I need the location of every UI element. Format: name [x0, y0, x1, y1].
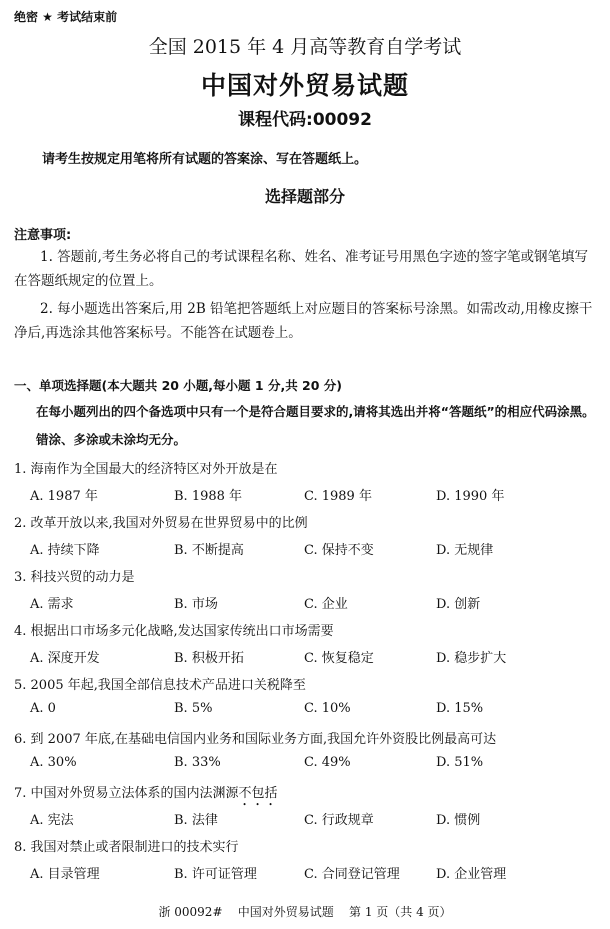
question-7-option-d: D. 惯例 [436, 813, 481, 828]
answer-instruction: 请考生按规定用笔将所有试题的答案涂、写在答题纸上。 [42, 152, 368, 167]
question-6-stem: 6. 到 2007 年底,在基础电信国内业务和国际业务方面,我国允许外资股比例最高可达 [14, 732, 497, 747]
part1-heading: 一、单项选择题(本大题共 20 小题,每小题 1 分,共 20 分) [14, 378, 343, 393]
question-6-option-a: A. 30% [30, 755, 77, 770]
exam-title: 全国 2015 年 4 月高等教育自学考试 [148, 36, 462, 58]
question-4-option-b: B. 积极开拓 [174, 651, 244, 666]
question-5-stem: 5. 2005 年起,我国全部信息技术产品进口关税降至 [14, 678, 306, 693]
question-8-stem: 8. 我国对禁止或者限制进口的技术实行 [14, 840, 239, 855]
question-2-stem: 2. 改革开放以来,我国对外贸易在世界贸易中的比例 [14, 516, 308, 531]
question-8-option-c: C. 合同登记管理 [304, 867, 400, 882]
question-7-emphasis: 不包括 [238, 786, 278, 801]
question-4-option-c: C. 恢复稳定 [304, 651, 374, 666]
question-2-option-c: C. 保持不变 [304, 543, 374, 558]
question-4-stem: 4. 根据出口市场多元化战略,发达国家传统出口市场需要 [14, 624, 334, 639]
question-8-option-b: B. 许可证管理 [174, 867, 257, 882]
question-1-option-d: D. 1990 年 [436, 489, 505, 504]
question-5-option-b: B. 5% [174, 701, 213, 716]
question-7-stem-text: 7. 中国对外贸易立法体系的国内法渊源 [14, 786, 239, 801]
secret-mark: 绝密 ★ 考试结束前 [14, 10, 118, 24]
question-2-option-d: D. 无规律 [436, 543, 494, 558]
question-7-option-b: B. 法律 [174, 813, 218, 828]
notes-heading: 注意事项: [14, 228, 72, 243]
question-2-option-b: B. 不断提高 [174, 543, 244, 558]
question-6-option-b: B. 33% [174, 755, 221, 770]
note-item-1: 1. 答题前,考生务必将自己的考试课程名称、姓名、准考证号用黑色字迹的签字笔或钢笔填写在答题纸规定的位置上。 [14, 249, 588, 289]
question-5-option-a: A. 0 [30, 701, 56, 716]
note-item-2: 2. 每小题选出答案后,用 2B 铅笔把答题纸上对应题目的答案标号涂黑。如需改动,用橡皮擦干净后,再选涂其他答案标号。不能答在试题卷上。 [14, 301, 593, 341]
part1-description: 在每小题列出的四个备选项中只有一个是符合题目要求的,请将其选出并将“答题纸”的相应代码涂黑。错涂、多涂或未涂均无分。 [36, 404, 595, 447]
question-7-option-a: A. 宪法 [30, 813, 74, 828]
question-3-option-d: D. 创新 [436, 597, 481, 612]
question-3-option-a: A. 需求 [30, 597, 74, 612]
subject-title: 中国对外贸易试题 [200, 71, 409, 100]
question-1-stem: 1. 海南作为全国最大的经济特区对外开放是在 [14, 462, 278, 477]
page-footer: 浙 00092# 中国对外贸易试题 第 1 页（共 4 页） [158, 905, 452, 919]
question-3-stem: 3. 科技兴贸的动力是 [14, 570, 135, 585]
question-2-option-a: A. 持续下降 [30, 543, 100, 558]
question-5-option-c: C. 10% [304, 701, 351, 716]
question-8-option-a: A. 目录管理 [30, 867, 100, 882]
question-3-option-c: C. 企业 [304, 597, 348, 612]
question-7-option-c: C. 行政规章 [304, 813, 374, 828]
section-title: 选择题部分 [264, 187, 345, 206]
question-1-option-b: B. 1988 年 [174, 489, 243, 504]
question-5-option-d: D. 15% [436, 701, 484, 716]
question-4-option-a: A. 深度开发 [30, 651, 100, 666]
question-7-stem [14, 782, 278, 809]
question-8-option-d: D. 企业管理 [436, 867, 507, 882]
question-6-option-d: D. 51% [436, 755, 484, 770]
question-3-option-b: B. 市场 [174, 597, 218, 612]
question-4-option-d: D. 稳步扩大 [436, 651, 507, 666]
question-1-option-a: A. 1987 年 [30, 489, 98, 504]
question-1-option-c: C. 1989 年 [304, 489, 372, 504]
course-code: 课程代码:00092 [238, 110, 372, 130]
question-6-option-c: C. 49% [304, 755, 351, 770]
